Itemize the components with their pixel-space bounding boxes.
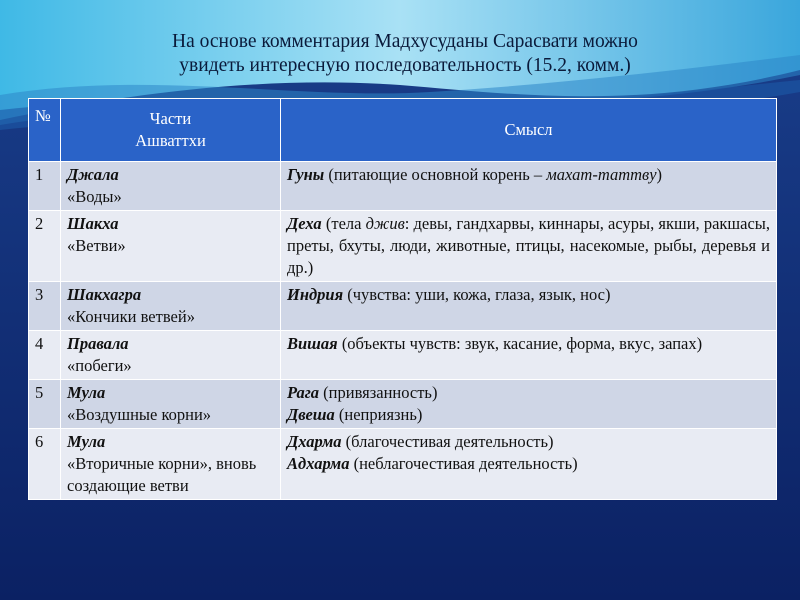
meaning-cell <box>281 162 777 211</box>
meaning-text: (привязанность) <box>319 383 438 402</box>
meaning-text: (неблагочестивая деятельность) <box>349 454 578 473</box>
part-name: Шакха <box>67 214 119 233</box>
title-line-1: На основе комментария Мадхусуданы Сарасвати можно <box>172 31 638 52</box>
table-header-row <box>29 99 777 162</box>
meaning-text: (питающие основной корень – <box>324 165 547 184</box>
meaning-text: (объекты чувств: звук, касание, форма, вкус, запах) <box>337 334 703 353</box>
table-row <box>29 331 777 380</box>
table-row <box>29 282 777 331</box>
meaning-term: Двеша <box>287 405 335 424</box>
meaning-term: Рага <box>287 383 320 402</box>
header-parts-line-2: Ашваттхи <box>135 131 206 150</box>
slide-title <box>40 30 770 78</box>
meaning-cell <box>281 380 777 429</box>
part-gloss: «Воздушные корни» <box>67 405 212 424</box>
meaning-italic: джив <box>365 214 405 233</box>
header-meaning: Смысл <box>281 99 777 162</box>
part-name: Мула <box>67 383 106 402</box>
meaning-line <box>287 453 770 475</box>
meaning-cell <box>281 429 777 500</box>
part-cell <box>61 162 281 211</box>
row-number: 2 <box>29 211 61 282</box>
meaning-term: Адхарма <box>287 454 350 473</box>
part-cell <box>61 331 281 380</box>
row-number: 6 <box>29 429 61 500</box>
meaning-line <box>287 382 770 404</box>
header-number: № <box>29 99 61 162</box>
part-cell <box>61 282 281 331</box>
part-name: Джала <box>67 165 119 184</box>
table-row <box>29 380 777 429</box>
row-number: 1 <box>29 162 61 211</box>
part-cell <box>61 211 281 282</box>
part-name: Мула <box>67 432 106 451</box>
meaning-cell <box>281 331 777 380</box>
meaning-term: Дхарма <box>287 432 342 451</box>
part-cell <box>61 429 281 500</box>
meaning-line <box>287 404 770 426</box>
meaning-text: (неприязнь) <box>334 405 423 424</box>
meaning-text: (благочестивая деятельность) <box>341 432 554 451</box>
meaning-text: (тела <box>321 214 366 233</box>
part-gloss: «Ветви» <box>67 236 126 255</box>
part-gloss: «Кончики ветвей» <box>67 307 195 326</box>
meaning-line <box>287 431 770 453</box>
meaning-text-end: ) <box>656 165 663 184</box>
meaning-text-end: : девы, гандхарвы, киннары, асуры, якши, ракшасы, преты, бхуты, люди, животные, птицы, насекомые, рыбы, деревья и др.) <box>287 214 770 277</box>
meaning-text: (чувства: уши, кожа, глаза, язык, нос) <box>343 285 611 304</box>
meaning-term: Вишая <box>287 334 338 353</box>
row-number: 5 <box>29 380 61 429</box>
part-name: Правала <box>67 334 129 353</box>
part-gloss: «Воды» <box>67 187 122 206</box>
part-gloss: «Вторичные корни», вновь создающие ветви <box>67 454 257 495</box>
table-row <box>29 429 777 500</box>
part-cell <box>61 380 281 429</box>
title-line-2: увидеть интересную последовательность (15.2, комм.) <box>179 55 631 76</box>
meaning-cell <box>281 282 777 331</box>
meaning-term: Гуны <box>287 165 325 184</box>
meaning-cell <box>281 211 777 282</box>
table-row <box>29 162 777 211</box>
ashvattha-table <box>28 98 777 500</box>
row-number: 3 <box>29 282 61 331</box>
header-parts <box>61 99 281 162</box>
meaning-term: Индрия <box>287 285 344 304</box>
header-parts-line-1: Части <box>149 109 192 128</box>
meaning-term: Деха <box>287 214 322 233</box>
part-name: Шакхагра <box>67 285 142 304</box>
row-number: 4 <box>29 331 61 380</box>
meaning-italic: махат-таттву <box>546 165 657 184</box>
part-gloss: «побеги» <box>67 356 132 375</box>
table-row <box>29 211 777 282</box>
